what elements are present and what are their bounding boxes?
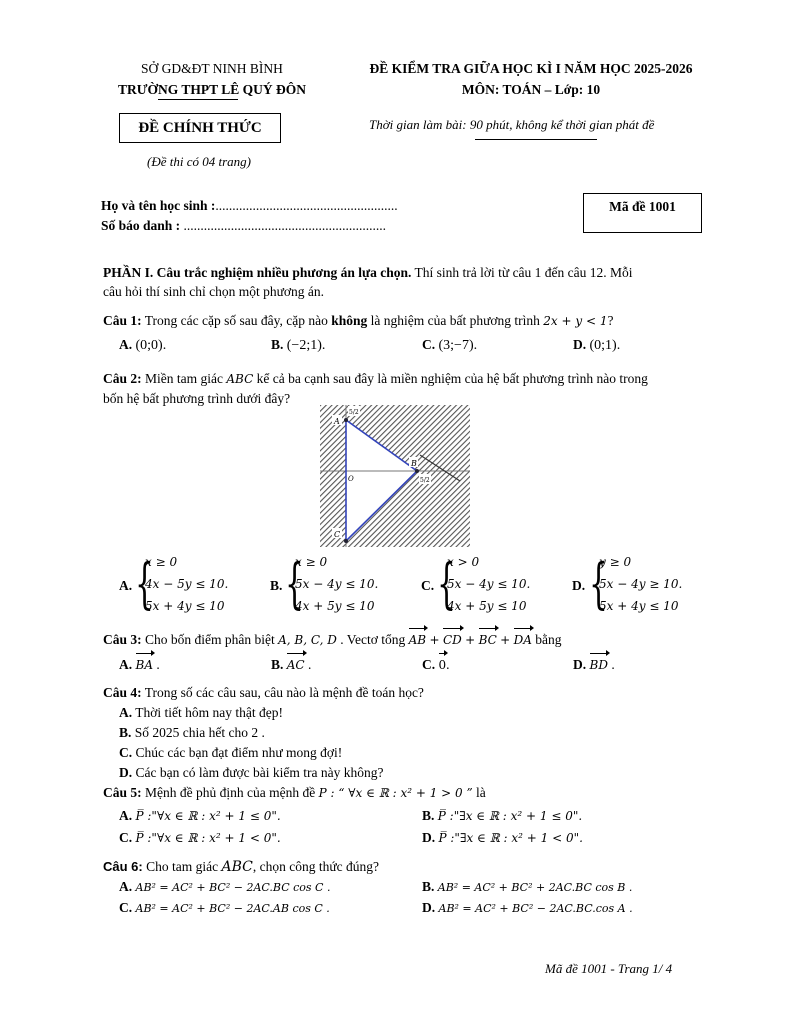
q3-stem — [103, 630, 693, 650]
q2-math: ABC — [226, 372, 254, 386]
q4-option-c-value: Chúc các bạn đạt điểm như mong đợi! — [132, 745, 343, 760]
q3-plus-3: + — [500, 633, 511, 647]
student-name-field[interactable]: ...................................................... — [215, 198, 398, 213]
q5-end: là — [472, 785, 486, 800]
q6-option-d[interactable] — [422, 898, 633, 918]
q4-option-a-key: A. — [119, 705, 133, 720]
part1-intro — [103, 263, 693, 301]
q1-bold: không — [331, 313, 368, 328]
q5-option-b-value: P̅ :"∃x ∈ ℝ : x² + 1 ≤ 0". — [437, 809, 583, 823]
q3-option-c[interactable] — [422, 655, 450, 675]
q3-option-d-vec: BD — [590, 656, 608, 675]
q4-option-b[interactable] — [119, 723, 265, 742]
q3-text-b: . Vectơ tổng — [336, 632, 409, 647]
q3-points: A, B, C, D — [278, 633, 337, 647]
q6-label: Câu 6: — [103, 859, 143, 874]
q2-text-a: Miền tam giác — [141, 371, 227, 386]
part1-desc-b: câu hỏi thí sinh chỉ chọn một phương án. — [103, 284, 325, 299]
q2-point-a — [344, 418, 348, 422]
q6-math: ABC — [221, 859, 253, 875]
exam-code-box — [583, 193, 702, 233]
exam-code: Mã đề 1001 — [609, 199, 676, 214]
q1-option-b-key: B. — [271, 337, 284, 352]
q3-label: Câu 3: — [103, 632, 142, 647]
q2-option-a-key: A. — [119, 578, 133, 593]
q5-option-d-key: D. — [422, 830, 436, 845]
q4-option-b-key: B. — [119, 725, 132, 740]
q2-option-a-system — [145, 551, 228, 617]
q5-option-d-value: P̅ :"∃x ∈ ℝ : x² + 1 < 0". — [438, 831, 583, 845]
q6-option-d-key: D. — [422, 900, 436, 915]
time-label: Thời gian làm bài: 90 phút, không kể thời gian phát đề — [369, 117, 655, 132]
q2-text-c: bốn hệ bất phương trình dưới đây? — [103, 391, 291, 406]
school-name: TRƯỜNG THPT LÊ QUÝ ĐÔN — [117, 82, 307, 97]
official-label: ĐỀ CHÍNH THỨC — [138, 120, 262, 136]
q2-b-ineq-2: 5x − 4y ≤ 10. — [295, 577, 379, 591]
q4-option-b-value: Số 2025 chia hết cho 2 . — [131, 725, 265, 740]
q1-option-b[interactable] — [271, 335, 325, 355]
q4-option-a-value: Thời tiết hôm nay thật đẹp! — [132, 705, 283, 720]
q2-option-b-brace: { — [285, 552, 304, 615]
q5-statement: P : “ ∀x ∈ ℝ : x² + 1 > 0 ” — [318, 786, 473, 800]
q3-vec-da: DA — [514, 631, 532, 650]
q4-option-c-key: C. — [119, 745, 133, 760]
q4-option-d-value: Các bạn có làm được bài kiểm tra này không? — [132, 765, 384, 780]
q5-option-a[interactable] — [119, 806, 281, 826]
q2-label-a: A — [334, 417, 340, 426]
q2-a-ineq-1: x ≥ 0 — [145, 555, 178, 569]
q1-option-a[interactable] — [119, 335, 166, 355]
q2-d-ineq-2: 5x − 4y ≥ 10. — [599, 577, 683, 591]
q3-option-a-end: . — [156, 657, 160, 672]
header-right — [346, 58, 716, 100]
q3-option-b[interactable] — [271, 655, 311, 675]
q6-text-a: Cho tam giác — [142, 859, 222, 874]
q1-option-d[interactable] — [573, 335, 620, 355]
q2-c-ineq-3: 4x + 5y ≤ 10 — [447, 599, 527, 613]
q1-option-c-key: C. — [422, 337, 436, 352]
q3-option-b-key: B. — [271, 657, 284, 672]
q2-option-a-brace: { — [135, 552, 154, 615]
q2-option-b-system — [295, 551, 378, 617]
q6-option-c[interactable] — [119, 898, 330, 918]
part1-title: PHẦN I. Câu trắc nghiệm nhiều phương án lựa chọn. — [103, 265, 412, 280]
q6-stem — [103, 857, 693, 877]
exam-title: ĐỀ KIỂM TRA GIỮA HỌC KÌ I NĂM HỌC 2025-2026 — [369, 61, 693, 76]
q5-option-c-value: P̅ :"∀x ∈ ℝ : x² + 1 < 0". — [135, 831, 281, 845]
student-id-field[interactable]: ............................................................ — [183, 218, 387, 233]
q1-option-c[interactable] — [422, 335, 477, 355]
q6-option-a[interactable] — [119, 877, 330, 897]
q1-option-c-value: (3;−7). — [438, 338, 478, 353]
q2-figure — [320, 405, 470, 547]
q2-point-b — [415, 469, 419, 473]
q3-option-c-vec: 0 — [439, 656, 447, 675]
q2-label-o: O — [348, 475, 354, 483]
q6-text-b: , chọn công thức đúng? — [252, 859, 380, 874]
q3-option-a-key: A. — [119, 657, 133, 672]
q5-text: Mệnh đề phủ định của mệnh đề — [141, 785, 319, 800]
q1-option-a-value: (0;0). — [135, 338, 167, 353]
q2-b-ineq-1: x ≥ 0 — [295, 555, 328, 569]
q4-option-d[interactable] — [119, 763, 384, 782]
q2-option-c-brace: { — [437, 552, 456, 615]
q6-option-d-value: AB² = AC² + BC² − 2AC.BC.cos A . — [438, 902, 633, 915]
q5-option-a-key: A. — [119, 808, 133, 823]
q4-text: Trong số các câu sau, câu nào là mệnh đề toán học? — [141, 685, 424, 700]
q2-label: Câu 2: — [103, 371, 142, 386]
q2-option-c-system — [447, 551, 530, 617]
q4-option-d-key: D. — [119, 765, 133, 780]
q1-stem — [103, 311, 693, 331]
q1-option-b-value: (−2;1). — [286, 338, 326, 353]
q6-option-c-key: C. — [119, 900, 133, 915]
q4-option-c[interactable] — [119, 743, 342, 762]
q6-option-b-value: AB² = AC² + BC² + 2AC.BC cos B . — [437, 881, 633, 894]
q3-text-c: bằng — [531, 632, 562, 647]
q1-math: 2x + y < 1 — [543, 314, 608, 328]
q2-x-tick: 5/2 — [420, 477, 430, 484]
q3-option-c-key: C. — [422, 657, 436, 672]
q4-option-a[interactable] — [119, 703, 283, 722]
q1-label: Câu 1: — [103, 313, 142, 328]
q3-option-d-key: D. — [573, 657, 587, 672]
q6-option-b-key: B. — [422, 879, 435, 894]
q5-label: Câu 5: — [103, 785, 142, 800]
q3-plus-2: + — [465, 633, 476, 647]
time-underline — [475, 139, 597, 140]
q5-option-c-key: C. — [119, 830, 133, 845]
q4-label: Câu 4: — [103, 685, 142, 700]
q2-a-ineq-2: 4x − 5y ≤ 10. — [145, 577, 229, 591]
q2-label-c: C — [334, 530, 341, 539]
q1-end: ? — [607, 313, 614, 328]
part1-desc-a: Thí sinh trả lời từ câu 1 đến câu 12. Mỗi — [411, 265, 633, 280]
q5-option-d[interactable] — [422, 828, 583, 848]
dept-name: SỞ GD&ĐT NINH BÌNH — [141, 61, 283, 76]
q3-option-c-end: . — [446, 657, 450, 672]
q2-c-ineq-1: x > 0 — [447, 555, 480, 569]
student-info — [101, 196, 398, 236]
q2-option-d-brace: { — [589, 552, 608, 615]
q3-plus-1: + — [429, 633, 440, 647]
q5-option-b-key: B. — [422, 808, 435, 823]
header-left — [96, 58, 328, 100]
q3-option-a-vec: BA — [136, 656, 153, 675]
q4-stem — [103, 683, 693, 702]
q6-option-b[interactable] — [422, 877, 632, 897]
official-stamp-box — [119, 113, 281, 143]
q6-option-a-value: AB² = AC² + BC² − 2AC.BC cos C . — [135, 881, 331, 894]
q1-text-a: Trong các cặp số sau đây, cặp nào — [141, 313, 332, 328]
q1-option-d-value: (0;1). — [589, 338, 621, 353]
q2-label-b: B — [411, 459, 417, 468]
q1-text-b: là nghiệm của bất phương trình — [367, 313, 544, 328]
q5-stem — [103, 783, 693, 803]
q2-option-c-key: C. — [421, 578, 435, 593]
q3-option-d-end: . — [611, 657, 615, 672]
student-id-label: Số báo danh : — [101, 218, 181, 233]
q2-text-b: kể cả ba cạnh sau đây là miền nghiệm của hệ bất phương trình nào trong — [253, 371, 648, 386]
pages-note: (Đề thi có 04 trang) — [147, 154, 251, 169]
student-name-label: Họ và tên học sinh : — [101, 198, 216, 213]
q3-vec-cd: CD — [443, 631, 462, 650]
q6-option-c-value: AB² = AC² + BC² − 2AC.AB cos C . — [135, 902, 330, 915]
q3-option-a[interactable] — [119, 655, 160, 675]
q1-option-d-key: D. — [573, 337, 587, 352]
q5-option-b[interactable] — [422, 806, 582, 826]
q2-c-ineq-2: 5x − 4y ≤ 10. — [447, 577, 531, 591]
q1-option-a-key: A. — [119, 337, 133, 352]
q2-option-d-key: D. — [572, 578, 586, 593]
q3-text-a: Cho bốn điểm phân biệt — [141, 632, 279, 647]
q3-option-d[interactable] — [573, 655, 615, 675]
q2-option-b-key: B. — [270, 578, 283, 593]
q2-b-ineq-3: 4x + 5y ≤ 10 — [295, 599, 375, 613]
page-footer: Mã đề 1001 - Trang 1/ 4 — [545, 961, 673, 976]
q5-option-a-value: P̅ :"∀x ∈ ℝ : x² + 1 ≤ 0". — [135, 809, 281, 823]
q2-d-ineq-3: 5x + 4y ≤ 10 — [599, 599, 679, 613]
q5-option-c[interactable] — [119, 828, 281, 848]
q2-a-ineq-3: 5x + 4y ≤ 10 — [145, 599, 225, 613]
q3-vec-ab: AB — [409, 631, 426, 650]
q2-y-tick: 5/2 — [349, 409, 359, 416]
q3-vec-bc: BC — [479, 631, 497, 650]
school-underline — [158, 99, 238, 100]
q2-point-c — [344, 539, 348, 543]
q3-option-b-vec: AC — [287, 656, 305, 675]
q2-d-ineq-1: y ≥ 0 — [599, 555, 632, 569]
q2-option-d-system — [599, 551, 682, 617]
q3-option-b-end: . — [308, 657, 312, 672]
q6-option-a-key: A. — [119, 879, 133, 894]
subject-line: MÔN: TOÁN – Lớp: 10 — [461, 82, 601, 97]
q2-stem — [103, 369, 693, 408]
